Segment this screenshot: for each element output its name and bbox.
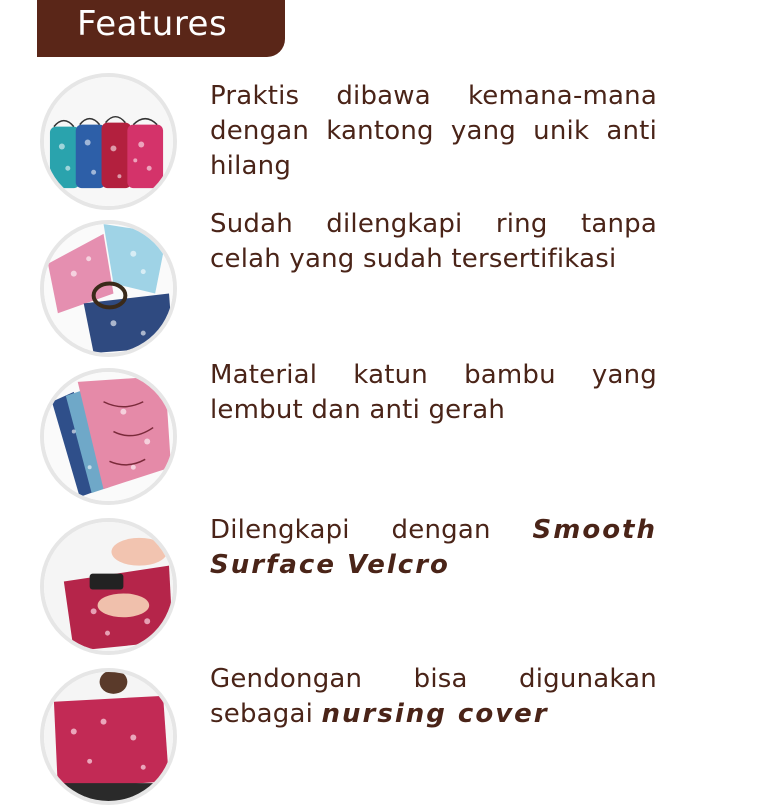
nursing-photo-icon	[40, 668, 177, 805]
ring-photo-icon	[40, 220, 177, 357]
features-title: Features	[77, 4, 228, 44]
feature-text-4	[210, 513, 657, 583]
fabric-photo-icon	[40, 368, 177, 505]
pouch-photo-icon	[40, 73, 177, 210]
feature-text-1: Praktis dibawa kemana-mana dengan kantong yang unik anti hilang	[210, 81, 657, 181]
feature-text-5	[210, 662, 657, 732]
feature-text-3: Material katun bambu yang lembut dan anti gerah	[210, 360, 657, 425]
velcro-photo-icon	[40, 518, 177, 655]
features-header	[37, 0, 285, 57]
feature-text-4-emphasis: Smooth Surface Velcro	[210, 515, 657, 580]
feature-text-2: Sudah dilengkapi ring tanpa celah yang sudah tersertifikasi	[210, 209, 657, 274]
feature-text-5-emphasis: nursing cover	[321, 699, 549, 729]
feature-text-5-plain: Gendongan bisa digunakan sebagai	[210, 664, 657, 729]
feature-text-4-plain: Dilengkapi dengan	[210, 515, 491, 545]
